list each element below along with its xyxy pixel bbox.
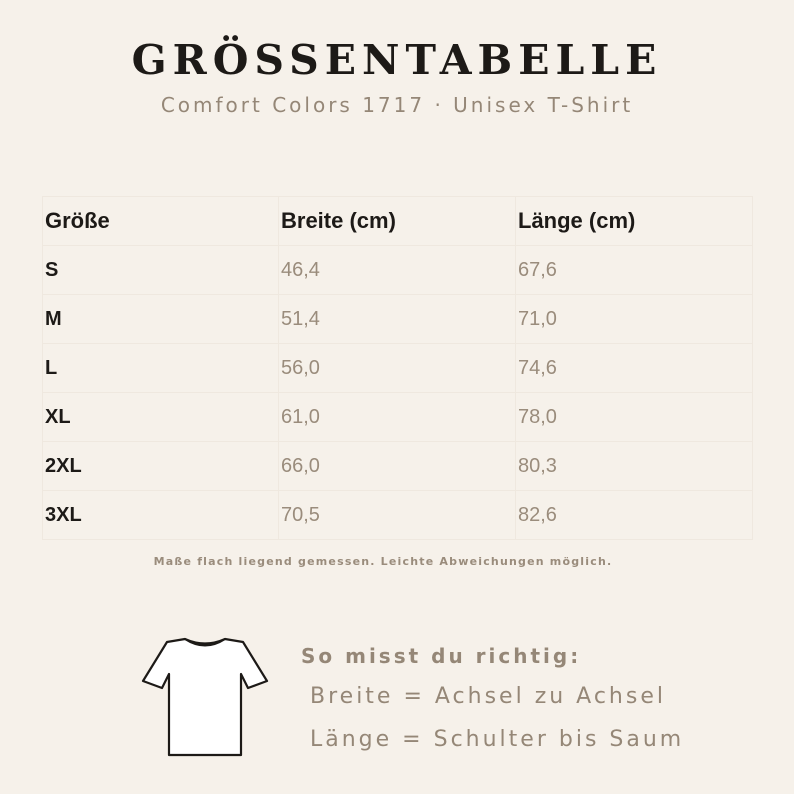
size-cell: 3XL [43, 491, 279, 540]
length-cell: 74,6 [516, 344, 753, 393]
howto-length-line: Länge = Schulter bis Saum [310, 727, 685, 752]
size-cell: XL [43, 393, 279, 442]
width-cell: 56,0 [279, 344, 516, 393]
length-cell: 67,6 [516, 246, 753, 295]
table-row [43, 442, 753, 491]
table-row [43, 393, 753, 442]
width-cell: 46,4 [279, 246, 516, 295]
size-table-container [42, 196, 752, 540]
size-table [42, 196, 753, 540]
width-cell: 51,4 [279, 295, 516, 344]
measurement-note: Maße flach liegend gemessen. Leichte Abweichungen möglich. [153, 555, 613, 568]
column-header-length: Länge (cm) [516, 197, 753, 246]
width-cell: 66,0 [279, 442, 516, 491]
table-header-row [43, 197, 753, 246]
length-cell: 78,0 [516, 393, 753, 442]
length-cell: 80,3 [516, 442, 753, 491]
size-cell: M [43, 295, 279, 344]
howto-width-line: Breite = Achsel zu Achsel [310, 684, 666, 709]
table-row [43, 344, 753, 393]
page-subtitle: Comfort Colors 1717 · Unisex T-Shirt [160, 93, 634, 117]
width-cell: 70,5 [279, 491, 516, 540]
howto-title: So misst du richtig: [301, 644, 582, 668]
size-cell: S [43, 246, 279, 295]
t-shirt-icon [140, 636, 270, 758]
table-row [43, 491, 753, 540]
page-title: GRÖSSENTABELLE [131, 36, 663, 84]
length-cell: 82,6 [516, 491, 753, 540]
column-header-width: Breite (cm) [279, 197, 516, 246]
table-row [43, 246, 753, 295]
length-cell: 71,0 [516, 295, 753, 344]
size-cell: 2XL [43, 442, 279, 491]
table-row [43, 295, 753, 344]
width-cell: 61,0 [279, 393, 516, 442]
column-header-size: Größe [43, 197, 279, 246]
size-cell: L [43, 344, 279, 393]
